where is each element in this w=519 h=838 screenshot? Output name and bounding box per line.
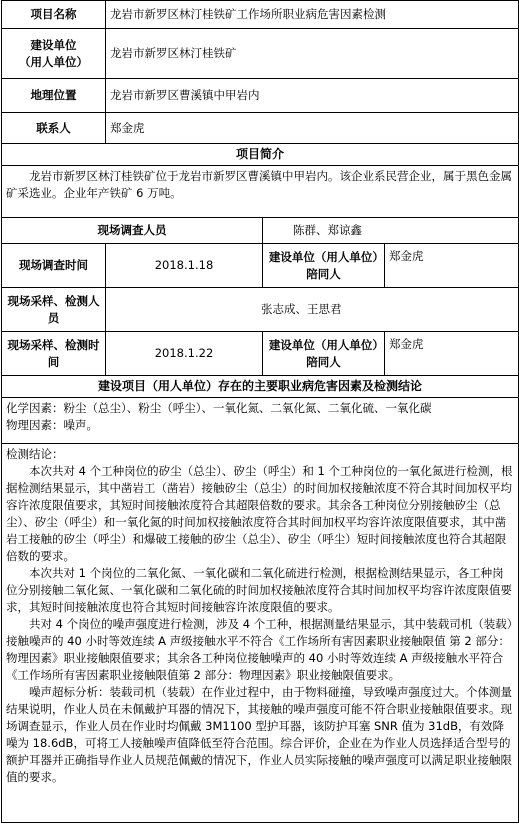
org-label-line1: 建设单位 (30, 37, 77, 52)
result-label: 检测结论： (6, 447, 64, 461)
project-name-value: 龙岩市新罗区林汀桂铁矿工作场所职业病危害因素检测 (106, 1, 519, 29)
org-label-line2: （用人单位） (19, 54, 88, 69)
location-row (2, 79, 519, 113)
conclusion-para-noise: 共对 4 个岗位的噪声强度进行检测，涉及 4 个工种，根据测量结果显示，其中装载司机（装载）接触噪声的 40 小时等效连续 A 声级接触水平不符合《工作场所有害因素职业接触限值 第 2 部分：物理因素》职业接触限值要求；其余各工种岗位接触噪声的 40 小时等效连续 A 声级接触水平符合《工作场所有害因素职业接触限值第 2 部分：物理因素》职业接触限值要求。 (6, 617, 513, 682)
sampling-staff-row (2, 288, 519, 332)
survey-time-value: 2018.1.18 (106, 244, 263, 288)
survey-staff-value: 陈群、郑谅鑫 (263, 218, 519, 244)
intro-text: 龙岩市新罗区林汀桂铁矿位于龙岩市新罗区曹溪镇中甲岩内。该企业系民营企业，属于黑色金属矿采选业。企业年产铁矿 6 万吨。 (6, 169, 512, 200)
sampling-time-label: 现场采样、检测时间 (2, 332, 106, 376)
conclusion-body-row (2, 444, 519, 823)
factors-row (2, 398, 519, 444)
sampling-staff-label: 现场采样、检测人员 (2, 288, 106, 332)
survey-escort-label: 建设单位（用人单位）陪同人 (263, 244, 385, 288)
chemical-factors: 化学因素：粉尘（总尘）、粉尘（呼尘）、一氧化氮、二氧化氮、二氧化硫、一氧化碳 (6, 401, 432, 415)
conclusion-para-dust: 本次共对 4 个工种岗位的矽尘（总尘）、矽尘（呼尘）和 1 个工种岗位的一氧化氮进行检测，根据检测结果显示，其中凿岩工（凿岩）接触矽尘（总尘）的时间加权接触浓度不符合其时间加权平均容许浓度限值要求，其短时间接触浓度符合其超限倍数的要求。其余各工种岗位分别接触矽尘（总尘）、矽尘（呼尘）和一氧化氮的时间加权接触浓度符合其时间加权平均容许浓度限值要求，其中凿岩工接触的矽尘（呼尘）和爆破工接触的矽尘（总尘）、矽尘（呼尘）短时间接触浓度也符合其超限倍数的要求。 (6, 464, 513, 563)
intro-title: 项目简介 (2, 144, 519, 166)
conclusion-para-noise-analysis: 噪声超标分析：装载司机（装载）在作业过程中，由于物料碰撞，导致噪声强度过大。个体测量结果说明，作业人员在未佩戴护耳器的情况下，其接触的噪声强度可能不符合职业接触限值要求。现场调查显示，作业人员在作业时均佩戴 3M1100 型护耳器，该防护耳塞 SNR 值为 31dB，有效降噪为 18.6dB，可将工人接触噪声值降低至符合范围。综合评价，企业在为作业人员选择适合型号的额护耳器并正确指导作业人员规范佩戴的情况下，作业人员实际接触的噪声强度可以满足职业接触限值的要求。 (6, 685, 512, 784)
survey-time-label: 现场调查时间 (2, 244, 106, 288)
sampling-escort-value: 郑金虎 (385, 332, 519, 376)
sampling-time-row (2, 332, 519, 376)
project-info-table (1, 0, 519, 823)
intro-title-row (2, 144, 519, 166)
sampling-escort-label: 建设单位（用人单位）陪同人 (263, 332, 385, 376)
conclusion-title-row (2, 376, 519, 398)
survey-staff-label: 现场调查人员 (2, 218, 263, 244)
org-row (2, 29, 519, 79)
sampling-time-value: 2018.1.22 (106, 332, 263, 376)
contact-value: 郑金虎 (106, 113, 519, 144)
org-value: 龙岩市新罗区林汀桂铁矿 (106, 29, 519, 79)
conclusion-title: 建设项目（用人单位）存在的主要职业病危害因素及检测结论 (2, 376, 519, 398)
project-name-row (2, 1, 519, 29)
conclusion-para-gas: 本次共对 1 个岗位的二氧化氮、一氧化碳和二氧化硫进行检测，根据检测结果显示，各工种岗位分别接触二氧化氮、一氧化碳和二氧化硫的时间加权接触浓度符合其时间加权平均容许浓度限值要求，其短时间接触浓度也符合其短时间接触容许浓度限值的要求。 (6, 566, 512, 614)
intro-body-row (2, 166, 519, 218)
contact-label: 联系人 (2, 113, 106, 144)
contact-row (2, 113, 519, 144)
sampling-staff-value: 张志成、王思君 (106, 288, 519, 332)
physical-factors: 物理因素：噪声。 (6, 418, 98, 432)
survey-time-row (2, 244, 519, 288)
location-value: 龙岩市新罗区曹溪镇中甲岩内 (106, 79, 519, 113)
survey-staff-row (2, 218, 519, 244)
location-label: 地理位置 (2, 79, 106, 113)
survey-escort-value: 郑金虎 (385, 244, 519, 288)
org-label (2, 29, 106, 79)
project-name-label: 项目名称 (2, 1, 106, 29)
